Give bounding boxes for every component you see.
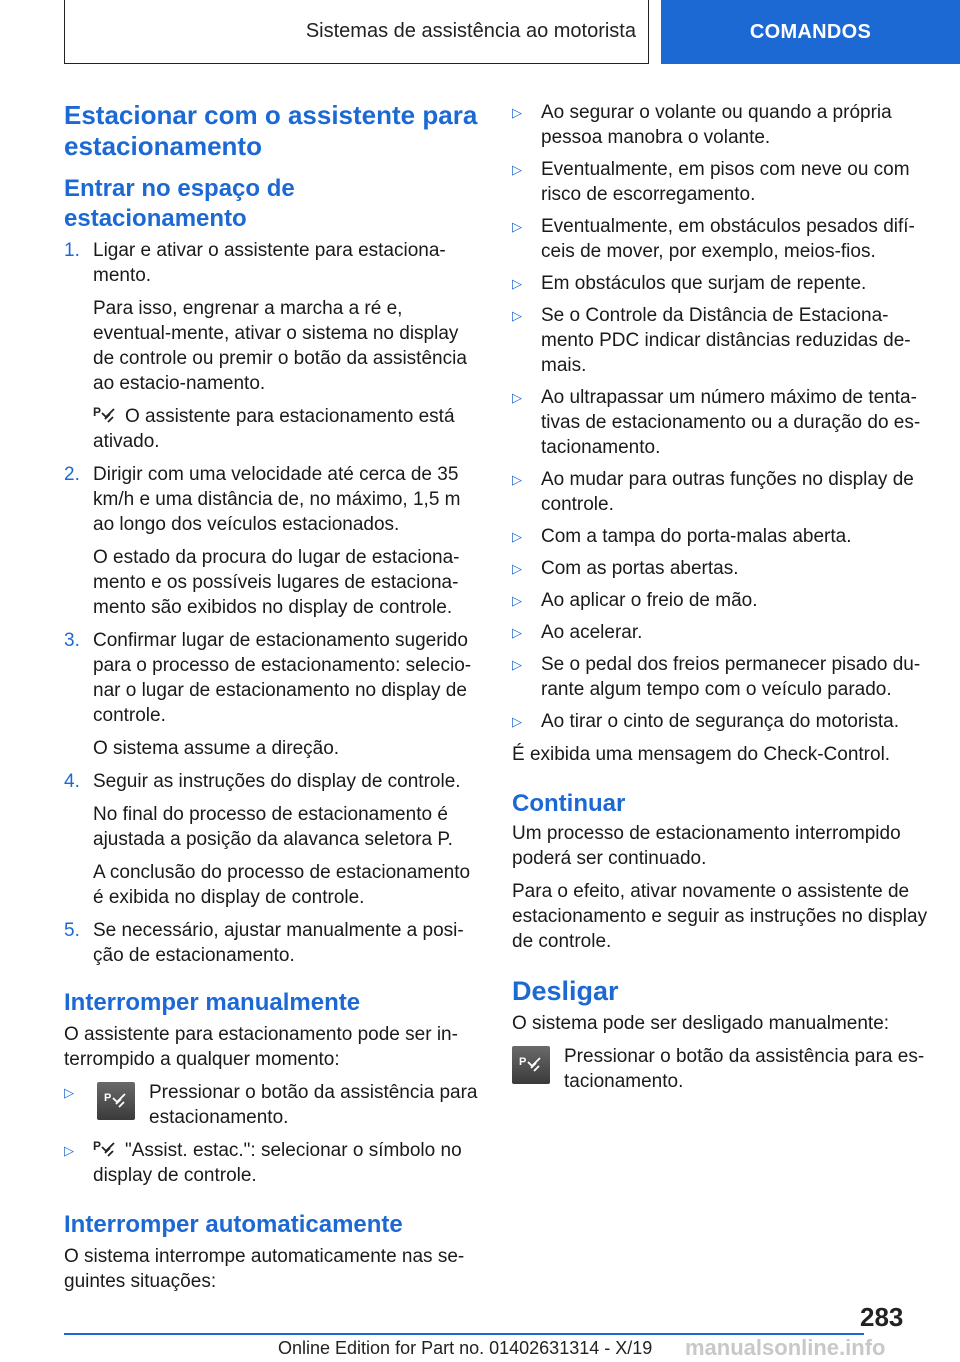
left-column (64, 100, 482, 1294)
step-text: Se necessário, ajustar manualmente a posi-ção de estacionamento. (93, 920, 464, 966)
situation-text: Ao aplicar o freio de mão. (541, 590, 758, 611)
page-number: 283 (860, 1302, 904, 1332)
tab-label: COMANDOS (749, 20, 872, 43)
situation-text: Ao acelerar. (541, 622, 643, 643)
situation-text: Ao mudar para outras funções no display de controle. (541, 469, 914, 515)
off-item (512, 1044, 932, 1094)
triangle-right-icon: ▷ (512, 162, 522, 177)
situation-text: Com a tampa do porta-malas aberta. (541, 526, 852, 547)
header-section-box (64, 0, 649, 64)
situation-text: Ao ultrapassar um número máximo de tenta-tivas de estacionamento ou a duração do es-tacionamento. (541, 387, 921, 458)
triangle-right-icon: ▷ (512, 276, 522, 291)
situation-list (512, 100, 932, 734)
park-assist-symbol-icon (93, 405, 115, 425)
situation-text: Se o Controle da Distância de Estaciona-mento PDC indicar distâncias reduzidas de-mais. (541, 305, 911, 376)
step-number: 5. (64, 920, 80, 941)
triangle-right-icon: ▷ (512, 105, 522, 120)
step-subtext-with-icon: P O assistente para estacionamento está ativado. (93, 405, 455, 452)
step-text: Dirigir com uma velocidade até cerca de 35 km/h e uma distância de, no máximo, 1,5 m ao longo dos veículos estacionados. (93, 464, 461, 535)
heading-continue: Continuar (512, 790, 626, 817)
situation-item (512, 652, 932, 702)
heading-auto: Interromper automaticamente (64, 1211, 403, 1238)
situation-item (512, 271, 932, 296)
situation-text: Com as portas abertas. (541, 558, 739, 579)
triangle-right-icon: ▷ (512, 714, 522, 729)
continue-paragraph-1: Um processo de estacionamento interrompido poderá ser continuado. (512, 823, 901, 869)
step-subtext: No final do processo de estacionamento é ajustada a posição da alavanca seletora P. (93, 804, 453, 850)
situation-text: Se o pedal dos freios permanecer pisado du-rante algum tempo com o veículo parado. (541, 654, 921, 700)
step-3 (64, 628, 482, 761)
off-intro: O sistema pode ser desligado manualmente: (512, 1013, 890, 1034)
step-text: Seguir as instruções do display de controle. (93, 771, 461, 792)
step-number: 1. (64, 240, 80, 261)
triangle-right-icon: ▷ (512, 529, 522, 544)
svg-text:P: P (93, 405, 102, 419)
situation-item (512, 588, 932, 613)
situation-text: Em obstáculos que surjam de repente. (541, 273, 867, 294)
svg-text:P: P (519, 1056, 527, 1068)
check-control-note: É exibida uma mensagem do Check-Control. (512, 744, 891, 765)
situation-item (512, 214, 932, 264)
park-assist-button-icon (512, 1046, 550, 1084)
step-subtext: O estado da procura do lugar de estaciona-mento e os possíveis lugares de estaciona-mento são exibidos no display de controle. (93, 547, 460, 618)
step-number: 3. (64, 630, 80, 651)
triangle-right-icon: ▷ (512, 308, 522, 323)
right-column (512, 100, 932, 1094)
manual-item-1 (64, 1080, 482, 1130)
page-title: Estacionar com o assistente para estacionamento (64, 100, 478, 161)
triangle-right-icon: ▷ (64, 1143, 74, 1158)
svg-text:P: P (104, 1092, 112, 1104)
step-number: 2. (64, 464, 80, 485)
off-item-text: Pressionar o botão da assistência para es-tacionamento. (564, 1046, 925, 1092)
triangle-right-icon: ▷ (512, 657, 522, 672)
watermark: manualsonline.info (685, 1335, 886, 1360)
situation-item (512, 556, 932, 581)
step-number: 4. (64, 771, 80, 792)
step-text: Confirmar lugar de estacionamento sugerido para o processo de estacionamento: selecio-nar o lugar de estacionamento no display de controle. (93, 630, 472, 726)
heading-enter: Entrar no espaço de estacionamento (64, 175, 295, 232)
auto-intro: O sistema interrompe automaticamente nas se-guintes situações: (64, 1246, 465, 1292)
park-assist-symbol-icon (93, 1139, 115, 1159)
step-subtext: Para isso, engrenar a marcha a ré e, eventual-mente, ativar o sistema no display de controle ou premir o botão da assistência ao estacio-namento. (93, 298, 467, 394)
situation-item (512, 620, 932, 645)
step-text: Ligar e ativar o assistente para estaciona-mento. (93, 240, 446, 286)
situation-text: Ao segurar o volante ou quando a própria pessoa manobra o volante. (541, 102, 892, 148)
step-subtext: A conclusão do processo de estacionamento é exibida no display de controle. (93, 862, 471, 908)
svg-text:P: P (93, 1139, 102, 1153)
situation-item (512, 524, 932, 549)
step-2 (64, 462, 482, 620)
step-1 (64, 238, 482, 454)
situation-text: Ao tirar o cinto de segurança do motorista. (541, 711, 900, 732)
step-5 (64, 918, 482, 968)
header-tab (661, 0, 960, 64)
situation-item (512, 157, 932, 207)
step-subtext: O sistema assume a direção. (93, 738, 340, 759)
heading-manual: Interromper manualmente (64, 989, 361, 1016)
continue-paragraph-2: Para o efeito, ativar novamente o assistente de estacionamento e seguir as instruções no display de controle. (512, 881, 928, 952)
triangle-right-icon: ▷ (64, 1085, 74, 1100)
triangle-right-icon: ▷ (512, 219, 522, 234)
situation-item (512, 385, 932, 460)
situation-item (512, 709, 932, 734)
section-title: Sistemas de assistência ao motorista (305, 20, 636, 42)
manual-item-2 (64, 1138, 482, 1188)
park-assist-button-icon (97, 1082, 135, 1120)
step-4 (64, 769, 482, 910)
heading-off: Desligar (512, 976, 619, 1006)
triangle-right-icon: ▷ (512, 593, 522, 608)
situation-text: Eventualmente, em pisos com neve ou com risco de escorregamento. (541, 159, 910, 205)
triangle-right-icon: ▷ (512, 472, 522, 487)
situation-item (512, 467, 932, 517)
manual-intro: O assistente para estacionamento pode ser in-terrompido a qualquer momento: (64, 1024, 458, 1070)
situation-item (512, 303, 932, 378)
situation-text: Eventualmente, em obstáculos pesados difí-ceis de mover, por exemplo, meios-fios. (541, 216, 915, 262)
manual-item-text: "Assist. estac.": selecionar o símbolo no display de controle. (93, 1140, 462, 1186)
triangle-right-icon: ▷ (512, 625, 522, 640)
manual-item-text: Pressionar o botão da assistência para estacionamento. (149, 1082, 478, 1128)
situation-item (512, 100, 932, 150)
triangle-right-icon: ▷ (512, 561, 522, 576)
footer-edition: Online Edition for Part no. 01402631314 - X/19 (278, 1338, 653, 1358)
triangle-right-icon: ▷ (512, 390, 522, 405)
